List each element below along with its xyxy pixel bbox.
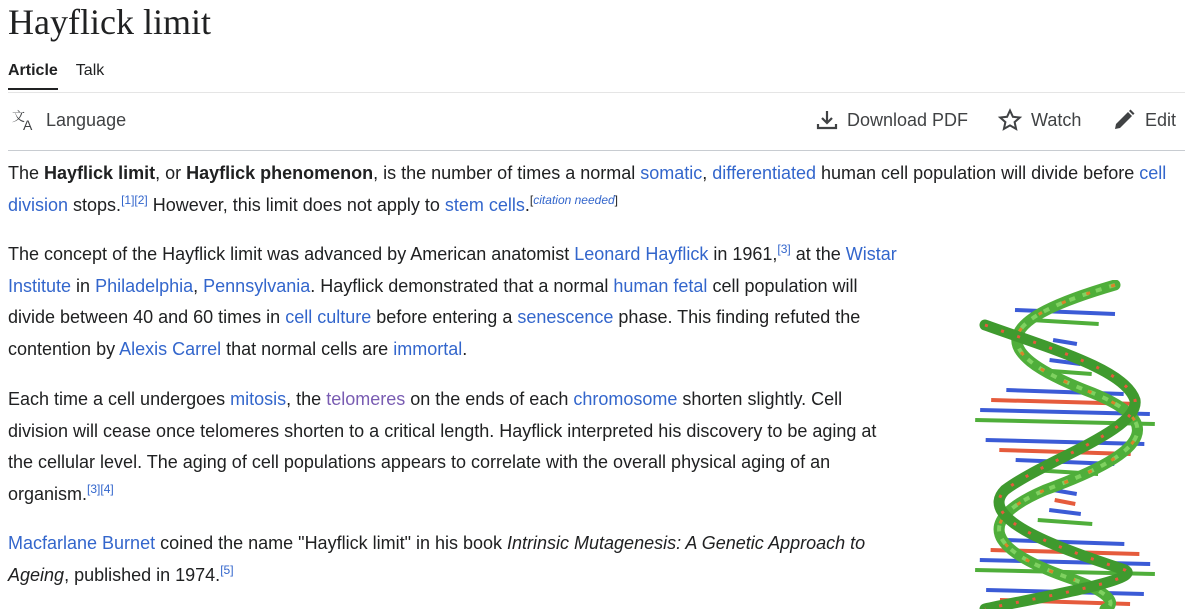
dna-base-pair bbox=[1045, 330, 1085, 334]
link-human-fetal[interactable]: human fetal bbox=[613, 275, 708, 296]
edit-label: Edit bbox=[1145, 109, 1177, 130]
dna-base-pair bbox=[1055, 500, 1076, 504]
translate-icon bbox=[12, 108, 38, 132]
link-chromosome[interactable]: chromosome bbox=[573, 389, 678, 409]
toolbar-divider bbox=[8, 150, 1185, 151]
lead-paragraph: The Hayflick limit, or Hayflick phenomenon, is the number of times a normal somatic, differentiated human cell population will divide before cell division stops.[1][2] However, this limit does not apply to stem cells.[citation needed] bbox=[8, 163, 1167, 215]
download-pdf-label: Download PDF bbox=[847, 109, 969, 130]
paragraph-2: The concept of the Hayflick limit was advanced by American anatomist Leonard Hayflick in 1961,[3] at the Wistar Institute in Philadelphia, Pennsylvania. Hayflick demonstrated that a normal human fetal cell population will divide between 40 and 60 times in cell culture before entering a senescence phase. This finding refuted the contention by Alexis Carrel that normal cells are immortal. bbox=[8, 242, 897, 359]
edit-button[interactable] bbox=[1111, 108, 1176, 132]
svg-text:A: A bbox=[23, 117, 33, 132]
star-icon bbox=[997, 108, 1023, 132]
dna-base-pair bbox=[980, 560, 1150, 564]
dna-base-pair bbox=[1038, 520, 1093, 524]
ref-3b[interactable]: [3] bbox=[87, 481, 101, 496]
ref-3[interactable]: [3] bbox=[777, 242, 791, 256]
watch-label: Watch bbox=[1031, 109, 1082, 130]
link-mitosis[interactable]: mitosis bbox=[230, 389, 287, 409]
dna-image[interactable] bbox=[965, 280, 1190, 609]
dna-base-pair bbox=[1053, 340, 1077, 344]
paragraph-4: Macfarlane Burnet coined the name "Hayflick limit" in his book Intrinsic Mutagenesis: A Genetic Approach to Ageing, published in 1974.[5] bbox=[8, 533, 866, 585]
link-immortal[interactable]: immortal bbox=[393, 338, 463, 359]
language-button[interactable] bbox=[12, 108, 126, 132]
link-cell-culture[interactable]: cell culture bbox=[285, 307, 372, 327]
link-wistar-institute[interactable]: Wistar Institute bbox=[8, 244, 897, 296]
link-telomeres[interactable]: telomeres bbox=[326, 389, 406, 409]
link-alexis-carrel[interactable]: Alexis Carrel bbox=[119, 338, 222, 359]
link-stem-cells[interactable]: stem cells bbox=[444, 194, 525, 215]
watch-button[interactable] bbox=[997, 108, 1081, 132]
ref-4[interactable]: [4] bbox=[100, 481, 114, 496]
link-philadelphia[interactable]: Philadelphia bbox=[95, 275, 194, 296]
paragraph-3: Each time a cell undergoes mitosis, the telomeres on the ends of each chromosome shorten slightly. Cell division will cease once telomeres shorten to a critical length. Hayflick interpreted his discovery to be aging at the cellular level. The aging of cell populations appears to correlate with the overall physical aging of an organism.[3][4] bbox=[8, 389, 877, 504]
dna-base-pair bbox=[1031, 320, 1098, 324]
tab-article[interactable]: Article bbox=[8, 62, 58, 90]
citation-needed-link[interactable]: citation needed bbox=[533, 192, 615, 207]
link-differentiated[interactable]: differentiated bbox=[712, 163, 817, 183]
page-title: Hayflick limit bbox=[8, 2, 211, 42]
link-pennsylvania[interactable]: Pennsylvania bbox=[203, 275, 311, 296]
link-somatic[interactable]: somatic bbox=[640, 163, 703, 183]
language-label: Language bbox=[46, 109, 127, 130]
svg-text:文: 文 bbox=[12, 109, 26, 124]
dna-base-pair bbox=[977, 430, 1153, 434]
ref-5[interactable]: [5] bbox=[220, 562, 234, 577]
dna-base-pair bbox=[986, 440, 1145, 444]
page-tabs bbox=[8, 62, 104, 90]
download-pdf-button[interactable] bbox=[815, 108, 968, 132]
pencil-icon bbox=[1111, 108, 1137, 132]
tab-talk[interactable]: Talk bbox=[75, 62, 105, 79]
link-leonard-hayflick[interactable]: Leonard Hayflick bbox=[574, 244, 709, 264]
ref-2[interactable]: [2] bbox=[134, 192, 148, 207]
tabs-divider bbox=[8, 92, 1185, 93]
link-senescence[interactable]: senescence bbox=[517, 307, 614, 327]
link-cell-division[interactable]: cell division bbox=[8, 163, 1167, 215]
dna-base-pair bbox=[1049, 510, 1081, 514]
download-icon bbox=[815, 108, 839, 132]
ref-1[interactable]: [1] bbox=[121, 192, 135, 207]
link-macfarlane-burnet[interactable]: Macfarlane Burnet bbox=[8, 533, 156, 553]
